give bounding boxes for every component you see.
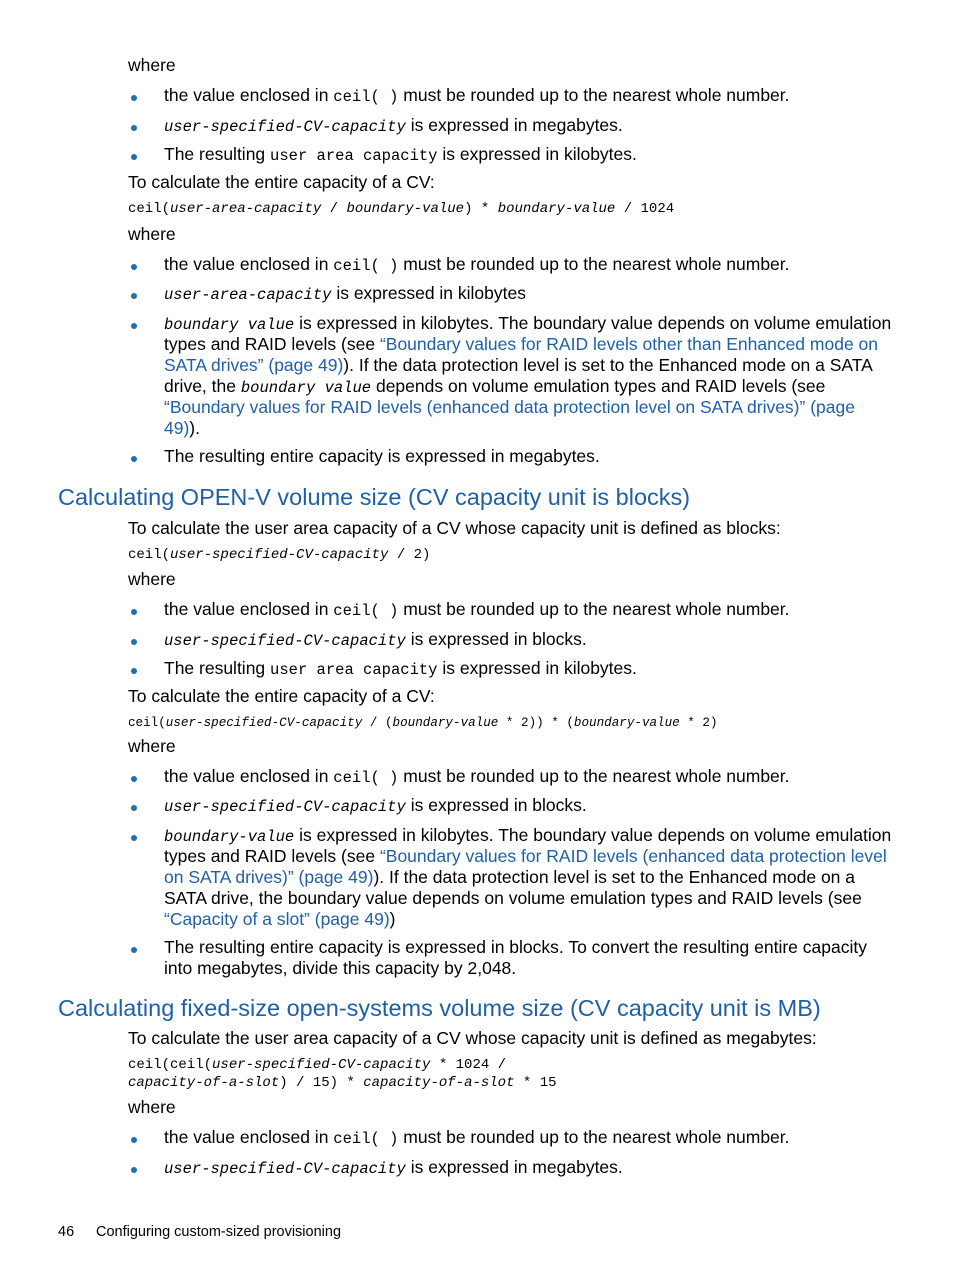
- bullet-dot: [131, 323, 137, 329]
- text: must be rounded up to the nearest whole number.: [403, 85, 790, 105]
- where-label: where: [128, 569, 176, 589]
- text: ). If the data protection level is set to the Enhanced mode on a: [373, 867, 856, 887]
- text: must be rounded up to the nearest whole number.: [403, 254, 790, 274]
- code-term: user-specified-CV-capacity: [164, 1160, 406, 1178]
- list-item: The resulting entire capacity is expressed in blocks. To convert the resulting entire capacity: [164, 937, 867, 957]
- code-term: user-specified-CV-capacity: [164, 798, 406, 816]
- list-item-line: into megabytes, divide this capacity by 2,048.: [164, 958, 517, 978]
- list-item-line: [164, 909, 396, 930]
- list-item: [164, 144, 637, 167]
- text: the value enclosed in: [164, 85, 329, 105]
- list-item: [164, 766, 790, 789]
- list-item-line: [164, 397, 855, 418]
- text: is expressed in megabytes.: [410, 1157, 623, 1177]
- bullet-dot: [131, 154, 137, 160]
- bullet-dot: [131, 835, 137, 841]
- bullet-dot: [131, 776, 137, 782]
- paragraph: To calculate the entire capacity of a CV:: [128, 172, 435, 192]
- cross-reference-link[interactable]: “Boundary values for RAID levels (enhanced data protection level on SATA drives)” (page: [164, 397, 855, 417]
- cross-reference-link[interactable]: 49): [164, 418, 190, 438]
- code-term: user-area-capacity: [164, 286, 332, 304]
- cross-reference-link[interactable]: “Boundary values for RAID levels other than Enhanced mode on: [379, 334, 879, 354]
- bullet-dot: [131, 264, 137, 270]
- text: The resulting: [164, 144, 266, 164]
- code-term: ceil( ): [333, 769, 399, 787]
- bullet-dot: [131, 1167, 137, 1173]
- text: is expressed in kilobytes. The boundary value depends on volume emulation: [299, 825, 892, 845]
- cross-reference-link[interactable]: on SATA drives)” (page 49): [164, 867, 374, 887]
- list-item: [164, 254, 790, 277]
- text: ). If the data protection level is set to the Enhanced mode on a SATA: [343, 355, 873, 375]
- text: is expressed in megabytes.: [410, 115, 623, 135]
- code-block: ceil(user-specified-CV-capacity / (boundary-value * 2)) * (boundary-value * 2): [128, 716, 718, 730]
- list-item: [164, 1157, 623, 1180]
- code-term: ceil( ): [333, 257, 399, 275]
- bullet-dot: [131, 805, 137, 811]
- bullet-dot: [131, 456, 137, 462]
- text: is expressed in kilobytes.: [442, 658, 637, 678]
- list-item: The resulting entire capacity is expressed in megabytes.: [164, 446, 600, 466]
- code-block: ceil(ceil(user-specified-CV-capacity * 1024 / capacity-of-a-slot) / 15) * capacity-of-a-slot * 15: [128, 1057, 557, 1091]
- list-item-line: [164, 418, 200, 439]
- list-item: [164, 795, 587, 818]
- where-label: where: [128, 1097, 176, 1117]
- bullet-dot: [131, 609, 137, 615]
- text: ).: [189, 418, 200, 438]
- text: the value enclosed in: [164, 1127, 329, 1147]
- bullet-dot: [131, 947, 137, 953]
- code-block: ceil(user-specified-CV-capacity / 2): [128, 547, 431, 563]
- text: is expressed in kilobytes: [336, 283, 526, 303]
- text: types and RAID levels (see: [164, 334, 380, 354]
- cross-reference-link[interactable]: “Capacity of a slot” (page 49): [164, 909, 390, 929]
- bullet-dot: [131, 125, 137, 131]
- cross-reference-link[interactable]: SATA drives” (page 49): [164, 355, 344, 375]
- text: is expressed in blocks.: [410, 795, 587, 815]
- paragraph: To calculate the user area capacity of a CV whose capacity unit is defined as blocks:: [128, 518, 781, 538]
- code-term: user area capacity: [270, 661, 438, 679]
- list-item: [164, 283, 526, 306]
- cross-reference-link[interactable]: “Boundary values for RAID levels (enhanced data protection level: [379, 846, 887, 866]
- text: the value enclosed in: [164, 766, 329, 786]
- text: must be rounded up to the nearest whole number.: [403, 1127, 790, 1147]
- text: drive, the: [164, 376, 241, 396]
- bullet-dot: [131, 668, 137, 674]
- list-item: [164, 85, 790, 108]
- list-item: [164, 1127, 790, 1150]
- code-term: boundary-value: [164, 828, 295, 846]
- text: ): [389, 909, 396, 929]
- paragraph: To calculate the entire capacity of a CV:: [128, 686, 435, 706]
- section-heading: Calculating OPEN-V volume size (CV capacity unit is blocks): [58, 484, 691, 510]
- text: types and RAID levels (see: [164, 846, 380, 866]
- where-label: where: [128, 224, 176, 244]
- where-label: where: [128, 55, 176, 75]
- list-item-line: [164, 867, 855, 888]
- text: the value enclosed in: [164, 254, 329, 274]
- text: is expressed in kilobytes. The boundary value depends on volume emulation: [299, 313, 892, 333]
- bullet-dot: [131, 1137, 137, 1143]
- text: must be rounded up to the nearest whole number.: [403, 766, 790, 786]
- code-term: ceil( ): [333, 602, 399, 620]
- paragraph: To calculate the user area capacity of a CV whose capacity unit is defined as megabytes:: [128, 1028, 817, 1048]
- bullet-dot: [131, 293, 137, 299]
- list-item: [164, 599, 790, 622]
- code-term: boundary value: [240, 379, 372, 397]
- list-item-line: [164, 355, 873, 376]
- list-item-line: [164, 334, 878, 355]
- text: is expressed in kilobytes.: [442, 144, 637, 164]
- running-footer-title: Configuring custom-sized provisioning: [96, 1224, 342, 1240]
- code-term: user area capacity: [270, 147, 438, 165]
- list-item: [164, 825, 891, 848]
- bullet-dot: [131, 639, 137, 645]
- text: The resulting: [164, 658, 266, 678]
- text: is expressed in blocks.: [410, 629, 587, 649]
- code-term: user-specified-CV-capacity: [164, 118, 406, 136]
- section-heading: Calculating fixed-size open-systems volume size (CV capacity unit is MB): [58, 995, 821, 1021]
- page-number: 46: [58, 1224, 75, 1240]
- code-term: ceil( ): [333, 88, 399, 106]
- list-item-line: [164, 376, 825, 399]
- list-item-line: [164, 846, 887, 867]
- list-item: [164, 629, 587, 652]
- code-term: user-specified-CV-capacity: [164, 632, 406, 650]
- code-term: boundary value: [164, 316, 295, 334]
- text: depends on volume emulation types and RAID levels (see: [371, 376, 826, 396]
- bullet-dot: [131, 95, 137, 101]
- text: must be rounded up to the nearest whole number.: [403, 599, 790, 619]
- where-label: where: [128, 736, 176, 756]
- list-item: [164, 115, 623, 138]
- code-term: ceil( ): [333, 1130, 399, 1148]
- text: the value enclosed in: [164, 599, 329, 619]
- list-item: [164, 658, 637, 681]
- list-item: [164, 313, 891, 336]
- code-block: ceil(user-area-capacity / boundary-value) * boundary-value / 1024: [128, 201, 675, 217]
- list-item-line: SATA drive, the boundary value depends on volume emulation types and RAID levels (see: [164, 888, 862, 908]
